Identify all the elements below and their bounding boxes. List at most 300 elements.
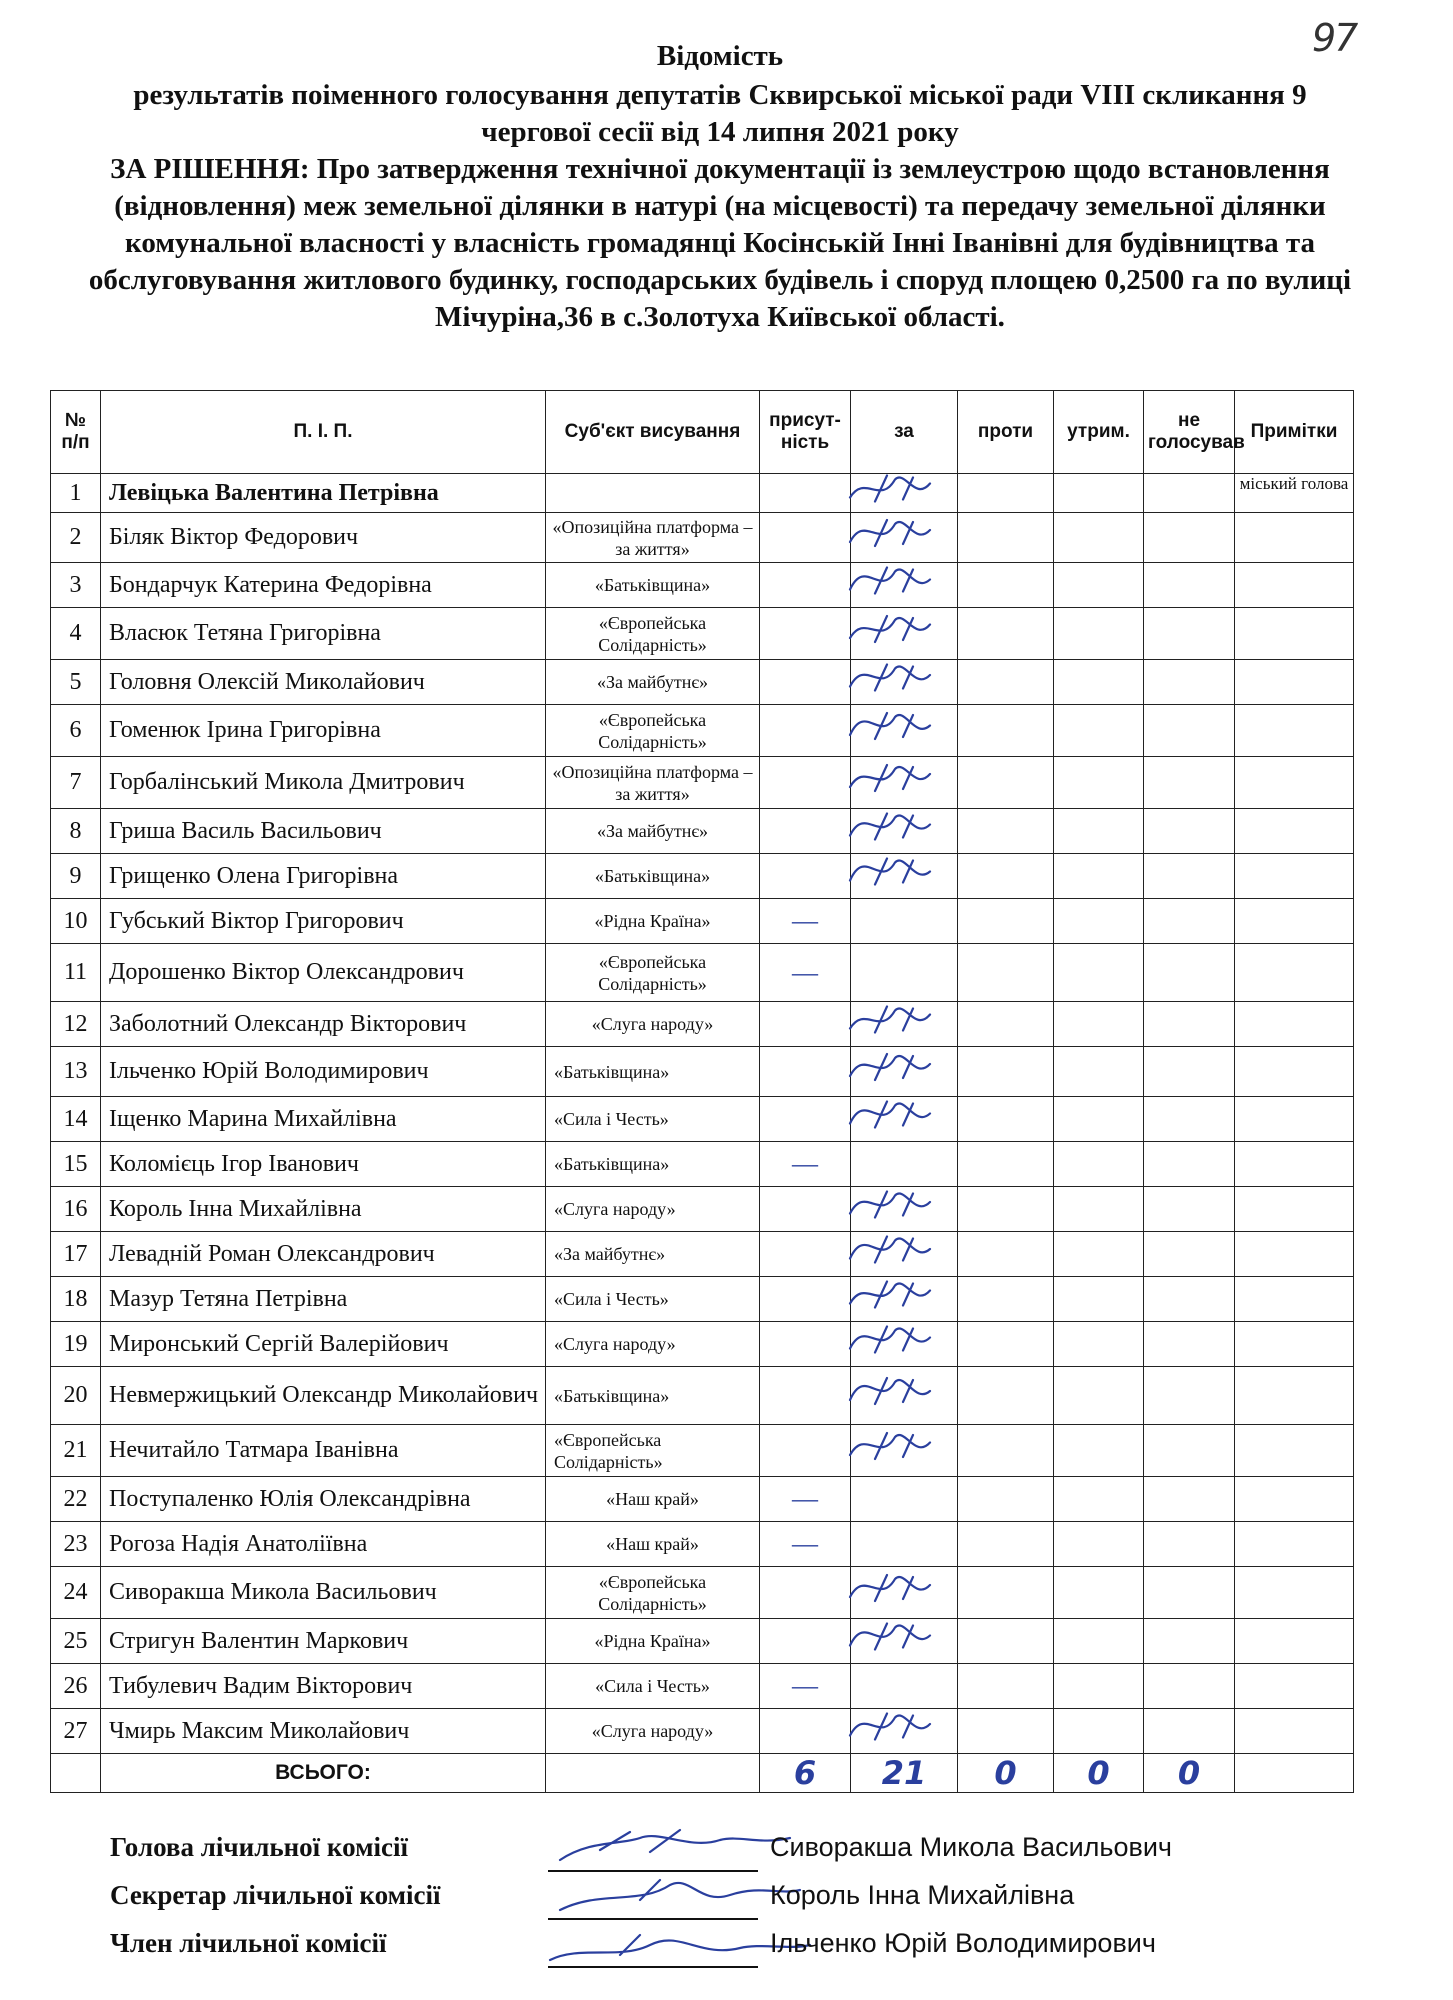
- table-row: [51, 1232, 1354, 1277]
- row-for: [851, 1522, 958, 1567]
- row-not-voted: [1144, 899, 1235, 944]
- table-row: [51, 854, 1354, 899]
- commission-member-name: Сиворакша Микола Васильович: [770, 1832, 1172, 1862]
- table-row: [51, 1142, 1354, 1187]
- table-row: [51, 1522, 1354, 1567]
- row-name: Заболотний Олександр Вікторович: [101, 1002, 546, 1047]
- row-not-voted: [1144, 563, 1235, 608]
- row-num: 19: [51, 1322, 101, 1367]
- row-num: 25: [51, 1619, 101, 1664]
- row-for: [851, 899, 958, 944]
- table-row: [51, 1322, 1354, 1367]
- row-for: [851, 705, 958, 757]
- row-for: [851, 1567, 958, 1619]
- row-against: [958, 660, 1054, 705]
- row-present: [760, 1002, 851, 1047]
- row-name: Левадній Роман Олександрович: [101, 1232, 546, 1277]
- row-party: «Слуга народу»: [546, 1187, 760, 1232]
- signature-line: [548, 1870, 758, 1872]
- row-against: [958, 1709, 1054, 1754]
- row-for: [851, 809, 958, 854]
- row-num: 12: [51, 1002, 101, 1047]
- table-header-row: [51, 391, 1354, 474]
- row-num: 16: [51, 1187, 101, 1232]
- row-present: [760, 1709, 851, 1754]
- row-present: [760, 854, 851, 899]
- row-for: [851, 757, 958, 809]
- row-against: [958, 563, 1054, 608]
- row-party: [546, 474, 760, 513]
- col-header-note: Примітки: [1235, 391, 1354, 474]
- row-abstain: [1054, 757, 1144, 809]
- col-header-for: за: [851, 391, 958, 474]
- row-note: [1235, 1002, 1354, 1047]
- row-not-voted: [1144, 705, 1235, 757]
- row-not-voted: [1144, 1619, 1235, 1664]
- row-name: Губський Віктор Григорович: [101, 899, 546, 944]
- row-num: 23: [51, 1522, 101, 1567]
- row-for: [851, 1322, 958, 1367]
- total-abstain: 0: [1054, 1754, 1144, 1793]
- row-name: Тибулевич Вадим Вікторович: [101, 1664, 546, 1709]
- row-present: [760, 809, 851, 854]
- row-against: [958, 474, 1054, 513]
- row-abstain: [1054, 1367, 1144, 1425]
- row-not-voted: [1144, 1232, 1235, 1277]
- row-present: [760, 1567, 851, 1619]
- table-row: [51, 513, 1354, 563]
- row-name: Грищенко Олена Григорівна: [101, 854, 546, 899]
- row-abstain: [1054, 474, 1144, 513]
- row-party: «Наш край»: [546, 1477, 760, 1522]
- page-number: 97: [1312, 16, 1357, 60]
- row-note: [1235, 1142, 1354, 1187]
- row-not-voted: [1144, 944, 1235, 1002]
- row-note: [1235, 1522, 1354, 1567]
- row-not-voted: [1144, 1322, 1235, 1367]
- table-row: [51, 1367, 1354, 1425]
- row-present: [760, 944, 851, 1002]
- counting-commission: [110, 1832, 1360, 1976]
- row-abstain: [1054, 563, 1144, 608]
- row-name: Невмержицький Олександр Миколайович: [101, 1367, 546, 1425]
- row-for: [851, 563, 958, 608]
- table-row: [51, 1277, 1354, 1322]
- row-party: «Сила і Честь»: [546, 1097, 760, 1142]
- row-present: [760, 1367, 851, 1425]
- row-against: [958, 608, 1054, 660]
- row-present: [760, 705, 851, 757]
- row-party: «За майбутнє»: [546, 660, 760, 705]
- row-not-voted: [1144, 1709, 1235, 1754]
- row-not-voted: [1144, 809, 1235, 854]
- absent-dash-mark: —: [792, 1484, 818, 1513]
- row-party: «Сила і Честь»: [546, 1277, 760, 1322]
- row-abstain: [1054, 660, 1144, 705]
- row-abstain: [1054, 705, 1144, 757]
- row-name: Мазур Тетяна Петрівна: [101, 1277, 546, 1322]
- row-abstain: [1054, 899, 1144, 944]
- row-against: [958, 757, 1054, 809]
- row-present: [760, 1425, 851, 1477]
- row-name: Іщенко Марина Михайлівна: [101, 1097, 546, 1142]
- decision-text: ЗА РІШЕННЯ: Про затвердження технічної документації із землеустрою щодо встановлення (відновлення) меж земельної ділянки в натурі (на місцевості) та передачу земельної ділянки комунальної власності у власність громадянці Косінській Інні Іванівні для будівництва та обслуговування житлового будинку, господарських будівель і споруд площею 0,2500 га по вулиці Мічуріна,36 в с.Золотуха Київської області.: [88, 153, 1352, 333]
- row-note: [1235, 944, 1354, 1002]
- row-name: Гоменюк Ірина Григорівна: [101, 705, 546, 757]
- row-note: [1235, 1047, 1354, 1097]
- row-note: [1235, 513, 1354, 563]
- col-header-against: проти: [958, 391, 1054, 474]
- row-num: 26: [51, 1664, 101, 1709]
- row-name: Поступаленко Юлія Олександрівна: [101, 1477, 546, 1522]
- row-for: [851, 1367, 958, 1425]
- row-not-voted: [1144, 1047, 1235, 1097]
- row-num: 3: [51, 563, 101, 608]
- row-for: [851, 513, 958, 563]
- row-note: [1235, 705, 1354, 757]
- row-against: [958, 1322, 1054, 1367]
- row-present: [760, 1477, 851, 1522]
- row-for: [851, 1709, 958, 1754]
- col-header-present: присут-ність: [760, 391, 851, 474]
- row-against: [958, 1097, 1054, 1142]
- row-against: [958, 1187, 1054, 1232]
- row-not-voted: [1144, 1142, 1235, 1187]
- row-note: [1235, 608, 1354, 660]
- table-row: [51, 1187, 1354, 1232]
- row-not-voted: [1144, 1097, 1235, 1142]
- row-note: [1235, 1477, 1354, 1522]
- row-present: [760, 513, 851, 563]
- row-num: 1: [51, 474, 101, 513]
- row-for: [851, 854, 958, 899]
- row-num: 2: [51, 513, 101, 563]
- row-num: 17: [51, 1232, 101, 1277]
- table-row: [51, 563, 1354, 608]
- row-abstain: [1054, 1232, 1144, 1277]
- row-note: [1235, 809, 1354, 854]
- row-name: Стригун Валентин Маркович: [101, 1619, 546, 1664]
- table-row: [51, 474, 1354, 513]
- row-note: [1235, 563, 1354, 608]
- row-party: «Європейська Солідарність»: [546, 944, 760, 1002]
- row-note: [1235, 1664, 1354, 1709]
- row-for: [851, 474, 958, 513]
- row-for: [851, 1232, 958, 1277]
- row-party: «Наш край»: [546, 1522, 760, 1567]
- row-party: «Сила і Честь»: [546, 1664, 760, 1709]
- absent-dash-mark: —: [792, 906, 818, 935]
- table-row: [51, 1097, 1354, 1142]
- row-abstain: [1054, 1664, 1144, 1709]
- row-num: 15: [51, 1142, 101, 1187]
- total-against: 0: [958, 1754, 1054, 1793]
- table-row: [51, 1425, 1354, 1477]
- row-not-voted: [1144, 1477, 1235, 1522]
- row-present: [760, 1664, 851, 1709]
- commission-role: Член лічильної комісії: [110, 1928, 387, 1958]
- table-row: [51, 1567, 1354, 1619]
- row-num: 8: [51, 809, 101, 854]
- commission-role: Секретар лічильної комісії: [110, 1880, 441, 1910]
- total-empty-cell: [51, 1754, 101, 1793]
- row-note: [1235, 1322, 1354, 1367]
- row-not-voted: [1144, 1367, 1235, 1425]
- row-present: [760, 1047, 851, 1097]
- row-num: 6: [51, 705, 101, 757]
- vote-table-body: [51, 474, 1354, 1754]
- document-title: Відомість: [656, 40, 784, 72]
- row-name: Нечитайло Татмара Іванівна: [101, 1425, 546, 1477]
- table-row: [51, 660, 1354, 705]
- row-party: «Батьківщина»: [546, 1047, 760, 1097]
- table-row: [51, 1002, 1354, 1047]
- row-party: «Європейська Солідарність»: [546, 705, 760, 757]
- row-abstain: [1054, 1425, 1144, 1477]
- row-party: «Батьківщина»: [546, 1367, 760, 1425]
- row-name: Миронський Сергій Валерійович: [101, 1322, 546, 1367]
- row-against: [958, 1619, 1054, 1664]
- row-against: [958, 1142, 1054, 1187]
- row-present: [760, 1142, 851, 1187]
- total-not-voted: 0: [1144, 1754, 1235, 1793]
- row-party: «За майбутнє»: [546, 1232, 760, 1277]
- row-against: [958, 1477, 1054, 1522]
- row-not-voted: [1144, 513, 1235, 563]
- row-note: [1235, 1425, 1354, 1477]
- row-note: [1235, 660, 1354, 705]
- row-present: [760, 608, 851, 660]
- row-party: «Батьківщина»: [546, 854, 760, 899]
- vote-table: [50, 390, 1354, 1793]
- total-present: 6: [760, 1754, 851, 1793]
- row-num: 14: [51, 1097, 101, 1142]
- row-name: Коломієць Ігор Іванович: [101, 1142, 546, 1187]
- row-num: 27: [51, 1709, 101, 1754]
- col-header-abstain: утрим.: [1054, 391, 1144, 474]
- row-present: [760, 1232, 851, 1277]
- row-present: [760, 1619, 851, 1664]
- row-name: Власюк Тетяна Григорівна: [101, 608, 546, 660]
- total-party-cell: [546, 1754, 760, 1793]
- table-row: [51, 1709, 1354, 1754]
- table-row: [51, 809, 1354, 854]
- table-row: [51, 757, 1354, 809]
- row-party: «Опозиційна платформа – за життя»: [546, 757, 760, 809]
- row-num: 22: [51, 1477, 101, 1522]
- row-for: [851, 944, 958, 1002]
- row-not-voted: [1144, 1567, 1235, 1619]
- row-present: [760, 1187, 851, 1232]
- row-party: «За майбутнє»: [546, 809, 760, 854]
- row-present: [760, 1277, 851, 1322]
- row-note: [1235, 854, 1354, 899]
- row-for: [851, 1097, 958, 1142]
- row-name: Ільченко Юрій Володимирович: [101, 1047, 546, 1097]
- row-name: Рогоза Надія Анатоліївна: [101, 1522, 546, 1567]
- row-party: «Європейська Солідарність»: [546, 1425, 760, 1477]
- row-present: [760, 563, 851, 608]
- row-num: 11: [51, 944, 101, 1002]
- row-note: [1235, 1567, 1354, 1619]
- row-party: «Рідна Країна»: [546, 1619, 760, 1664]
- row-party: «Батьківщина»: [546, 1142, 760, 1187]
- row-against: [958, 1367, 1054, 1425]
- row-name: Дорошенко Віктор Олександрович: [101, 944, 546, 1002]
- row-note: міський голова: [1235, 474, 1354, 513]
- row-party: «Слуга народу»: [546, 1002, 760, 1047]
- row-against: [958, 1047, 1054, 1097]
- row-note: [1235, 1367, 1354, 1425]
- row-against: [958, 705, 1054, 757]
- row-not-voted: [1144, 1002, 1235, 1047]
- row-num: 20: [51, 1367, 101, 1425]
- absent-dash-mark: —: [792, 1149, 818, 1178]
- row-against: [958, 899, 1054, 944]
- row-abstain: [1054, 1187, 1144, 1232]
- row-name: Горбалінський Микола Дмитрович: [101, 757, 546, 809]
- row-not-voted: [1144, 1425, 1235, 1477]
- col-header-party: Суб'єкт висування: [546, 391, 760, 474]
- row-against: [958, 944, 1054, 1002]
- row-for: [851, 1477, 958, 1522]
- col-header-not-voted: не голосував: [1144, 391, 1235, 474]
- row-num: 7: [51, 757, 101, 809]
- row-name: Гриша Василь Васильович: [101, 809, 546, 854]
- table-row: [51, 705, 1354, 757]
- row-for: [851, 1002, 958, 1047]
- row-note: [1235, 1277, 1354, 1322]
- row-against: [958, 1277, 1054, 1322]
- table-row: [51, 944, 1354, 1002]
- row-not-voted: [1144, 854, 1235, 899]
- row-num: 13: [51, 1047, 101, 1097]
- row-present: [760, 1522, 851, 1567]
- row-abstain: [1054, 1522, 1144, 1567]
- table-row: [51, 1619, 1354, 1664]
- row-name: Бондарчук Катерина Федорівна: [101, 563, 546, 608]
- row-name: Біляк Віктор Федорович: [101, 513, 546, 563]
- row-against: [958, 513, 1054, 563]
- row-against: [958, 1425, 1054, 1477]
- row-for: [851, 1277, 958, 1322]
- row-for: [851, 1619, 958, 1664]
- commission-row: [110, 1928, 1360, 1976]
- row-num: 10: [51, 899, 101, 944]
- row-party: «Європейська Солідарність»: [546, 608, 760, 660]
- row-for: [851, 1142, 958, 1187]
- commission-member-name: Король Інна Михайлівна: [770, 1880, 1075, 1910]
- table-row: [51, 608, 1354, 660]
- row-party: «Рідна Країна»: [546, 899, 760, 944]
- col-header-name: П. І. П.: [101, 391, 546, 474]
- row-name: Король Інна Михайлівна: [101, 1187, 546, 1232]
- row-abstain: [1054, 809, 1144, 854]
- row-not-voted: [1144, 1664, 1235, 1709]
- row-party: «Опозиційна платформа – за життя»: [546, 513, 760, 563]
- absent-dash-mark: —: [792, 957, 818, 987]
- row-party: «Європейська Солідарність»: [546, 1567, 760, 1619]
- table-row: [51, 1047, 1354, 1097]
- signature-line: [548, 1966, 758, 1968]
- row-against: [958, 1567, 1054, 1619]
- row-abstain: [1054, 1619, 1144, 1664]
- row-against: [958, 1664, 1054, 1709]
- commission-role: Голова лічильної комісії: [110, 1832, 408, 1862]
- row-num: 18: [51, 1277, 101, 1322]
- commission-row: [110, 1880, 1360, 1928]
- row-abstain: [1054, 1002, 1144, 1047]
- row-not-voted: [1144, 474, 1235, 513]
- signature-line: [548, 1918, 758, 1920]
- total-note-cell: [1235, 1754, 1354, 1793]
- row-abstain: [1054, 608, 1144, 660]
- row-party: «Батьківщина»: [546, 563, 760, 608]
- row-present: [760, 1097, 851, 1142]
- row-abstain: [1054, 944, 1144, 1002]
- row-name: Сиворакша Микола Васильович: [101, 1567, 546, 1619]
- vote-table-wrap: [50, 390, 1353, 1793]
- row-name: Левіцька Валентина Петрівна: [101, 474, 546, 513]
- row-abstain: [1054, 1142, 1144, 1187]
- table-row: [51, 1664, 1354, 1709]
- commission-member-name: Ільченко Юрій Володимирович: [770, 1928, 1156, 1958]
- row-against: [958, 1522, 1054, 1567]
- col-header-num: № п/п: [51, 391, 101, 474]
- total-label: ВСЬОГО:: [101, 1754, 546, 1793]
- row-not-voted: [1144, 757, 1235, 809]
- row-abstain: [1054, 1567, 1144, 1619]
- row-num: 21: [51, 1425, 101, 1477]
- row-against: [958, 809, 1054, 854]
- row-num: 24: [51, 1567, 101, 1619]
- total-row: [51, 1754, 1354, 1793]
- absent-dash-mark: —: [792, 1529, 818, 1558]
- row-note: [1235, 1709, 1354, 1754]
- row-against: [958, 1232, 1054, 1277]
- row-abstain: [1054, 1097, 1144, 1142]
- row-present: [760, 660, 851, 705]
- row-not-voted: [1144, 1187, 1235, 1232]
- row-abstain: [1054, 1322, 1144, 1367]
- row-present: [760, 1322, 851, 1367]
- row-not-voted: [1144, 608, 1235, 660]
- row-for: [851, 1425, 958, 1477]
- row-name: Головня Олексій Миколайович: [101, 660, 546, 705]
- row-against: [958, 1002, 1054, 1047]
- row-num: 5: [51, 660, 101, 705]
- row-party: «Слуга народу»: [546, 1322, 760, 1367]
- absent-dash-mark: —: [792, 1671, 818, 1700]
- table-row: [51, 899, 1354, 944]
- row-name: Чмирь Максим Миколайович: [101, 1709, 546, 1754]
- row-party: «Слуга народу»: [546, 1709, 760, 1754]
- row-num: 4: [51, 608, 101, 660]
- row-abstain: [1054, 1709, 1144, 1754]
- row-abstain: [1054, 1277, 1144, 1322]
- total-for: 21: [851, 1754, 958, 1793]
- table-row: [51, 1477, 1354, 1522]
- document-header: [40, 38, 1400, 336]
- row-present: [760, 899, 851, 944]
- row-abstain: [1054, 854, 1144, 899]
- row-for: [851, 1664, 958, 1709]
- row-not-voted: [1144, 1522, 1235, 1567]
- commission-row: [110, 1832, 1360, 1880]
- row-abstain: [1054, 513, 1144, 563]
- row-note: [1235, 899, 1354, 944]
- row-present: [760, 474, 851, 513]
